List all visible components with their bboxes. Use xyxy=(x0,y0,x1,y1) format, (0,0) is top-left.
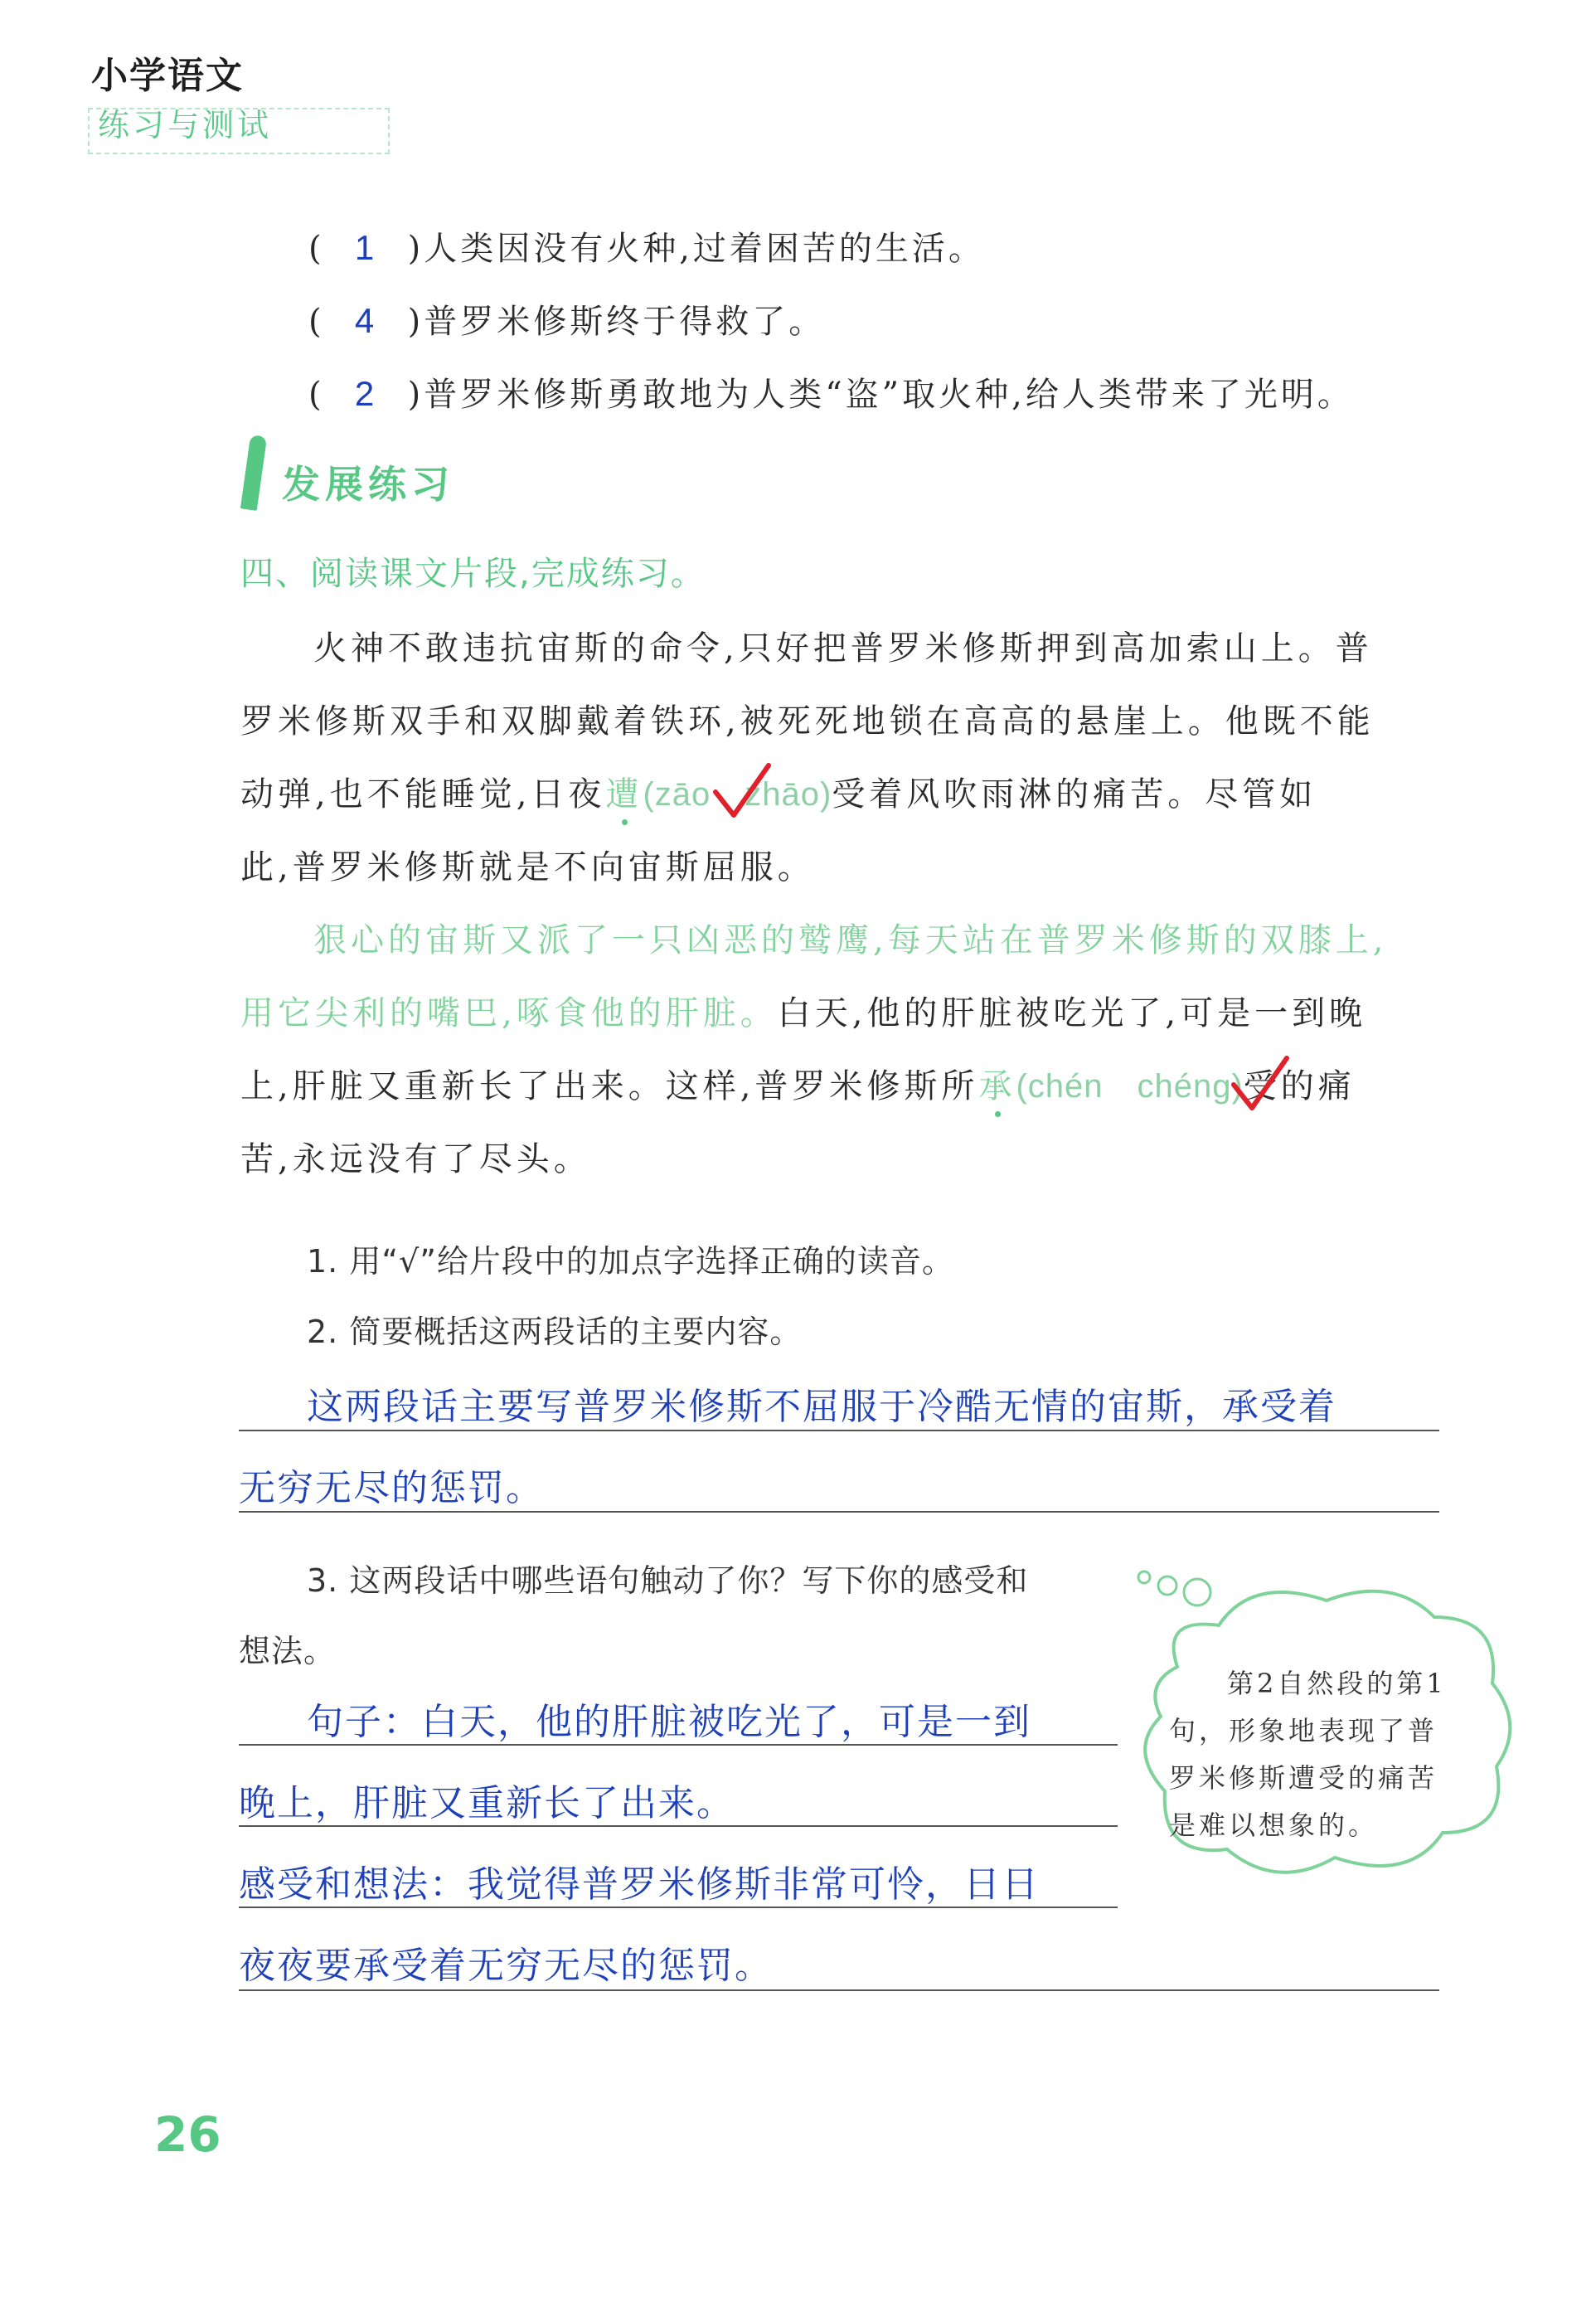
answer-text[interactable]: 晚上，肝脏又重新长了出来。 xyxy=(239,1782,735,1824)
dotted-char: 承 xyxy=(978,1067,1016,1105)
answer-text[interactable]: 夜夜要承受着无穷无尽的惩罚。 xyxy=(239,1945,773,1987)
dotted-char: 遭 xyxy=(605,775,643,814)
answer-line xyxy=(239,1907,1118,1908)
check-mark-icon xyxy=(1227,1052,1293,1118)
answer-line xyxy=(239,1511,1439,1513)
pinyin-options: (chén chéng) xyxy=(1016,1068,1244,1105)
order-answer-3: 2 xyxy=(354,374,378,413)
order-item-1: ( 1 )人类因没有火种,过着困苦的生活。 xyxy=(308,228,985,268)
passage-text: 上,肝脏又重新长了出来。这样,普罗米修斯所 xyxy=(240,1067,979,1105)
passage-line: 罗米修斯双手和双脚戴着铁环,被死死地锁在高高的悬崖上。他既不能 xyxy=(240,702,1375,741)
question-1: 1. 用“√”给片段中的加点字选择正确的读音。 xyxy=(307,1243,954,1280)
answer-text[interactable]: 无穷无尽的惩罚。 xyxy=(239,1467,544,1509)
passage-text: 白天,他的肝脏被吃光了,可是一到晚 xyxy=(777,994,1367,1032)
passage-line: 火神不敢违抗宙斯的命令,只好把普罗米修斯押到高加索山上。普 xyxy=(313,629,1373,668)
passage-text: 受着风吹雨淋的痛苦。尽管如 xyxy=(832,775,1317,814)
answer-text[interactable]: 这两段话主要写普罗米修斯不屈服于冷酷无情的宙斯，承受着 xyxy=(307,1386,1336,1428)
question-3-cont: 想法。 xyxy=(239,1633,337,1669)
highlighted-sentence: 狠心的宙斯又派了一只凶恶的鹫鹰,每天站在普罗米修斯的双膝上, xyxy=(313,921,1388,959)
tip-line: 第2自然段的第1 xyxy=(1227,1668,1447,1699)
order-item-2: ( 4 )普罗米修斯终于得救了。 xyxy=(308,301,826,341)
passage-text: 受的痛 xyxy=(1243,1067,1356,1105)
section-title: 发展练习 xyxy=(282,462,454,507)
answer-line xyxy=(239,1430,1439,1431)
passage-line xyxy=(240,768,1317,815)
order-text-3: )普罗米修斯勇敢地为人类“盗”取火种,给人类带来了光明。 xyxy=(407,376,1354,414)
pencil-icon xyxy=(240,435,267,511)
pinyin-options: (zāo zhāo) xyxy=(643,776,832,813)
answer-text[interactable]: 感受和想法：我觉得普罗米修斯非常可怜，日日 xyxy=(239,1863,1040,1906)
check-mark-icon xyxy=(709,759,775,825)
passage-line xyxy=(240,987,1366,1034)
answer-line xyxy=(239,1825,1118,1827)
question-3: 3. 这两段话中哪些语句触动了你？写下你的感受和 xyxy=(307,1562,1029,1599)
passage-line: 此,普罗米修斯就是不向宙斯屈服。 xyxy=(240,848,815,886)
passage-line xyxy=(240,1060,1356,1107)
page-number: 26 xyxy=(154,2106,221,2163)
answer-line xyxy=(239,1989,1439,1991)
highlighted-sentence: 用它尖利的嘴巴,啄食他的肝脏。 xyxy=(240,994,778,1032)
series-subtitle: 练习与测试 xyxy=(98,107,273,143)
order-answer-2: 4 xyxy=(354,301,378,340)
answer-line xyxy=(239,1744,1118,1746)
tip-line: 是难以想象的。 xyxy=(1169,1809,1379,1841)
question-2: 2. 简要概括这两段话的主要内容。 xyxy=(307,1314,803,1350)
order-item-3: ( 2 )普罗米修斯勇敢地为人类“盗”取火种,给人类带来了光明。 xyxy=(308,374,1354,414)
question-heading: 四、阅读课文片段,完成练习。 xyxy=(240,555,706,593)
tip-line: 句，形象地表现了普 xyxy=(1169,1715,1438,1746)
order-text-1: )人类因没有火种,过着困苦的生活。 xyxy=(407,230,985,268)
order-text-2: )普罗米修斯终于得救了。 xyxy=(407,303,826,341)
series-title: 小学语文 xyxy=(91,55,244,97)
tip-line: 罗米修斯遭受的痛苦 xyxy=(1169,1762,1438,1794)
passage-line: 苦,永远没有了尽头。 xyxy=(240,1140,591,1178)
passage-text: 动弹,也不能睡觉,日夜 xyxy=(240,775,606,814)
answer-text[interactable]: 句子：白天，他的肝脏被吃光了，可是一到 xyxy=(307,1701,1031,1743)
order-answer-1: 1 xyxy=(354,228,378,267)
